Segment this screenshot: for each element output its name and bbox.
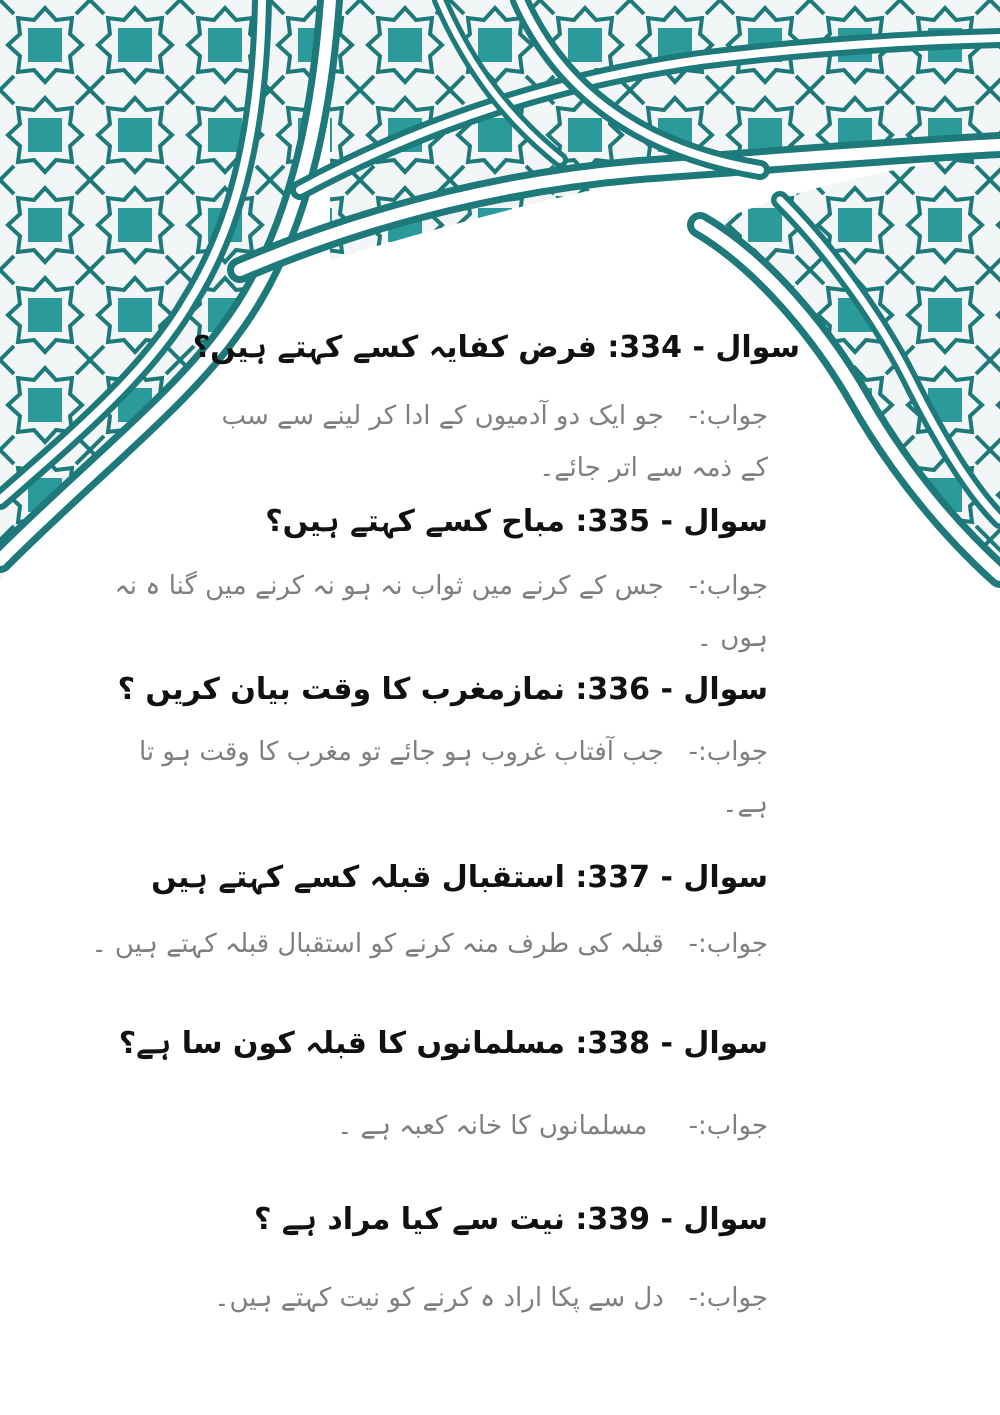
answer — [88, 1272, 768, 1324]
question-text: : نمازمغرب کا وقت بیان کریں ؟ — [117, 672, 588, 707]
question-text: : مباح کسے کہتے ہیں؟ — [265, 504, 588, 539]
answer-text: دل سے پکا اراد ہ کرنے کو نیت کہتے ہیں۔ — [214, 1283, 664, 1313]
question-text: : استقبال قبلہ کسے کہتے ہیں — [151, 860, 588, 895]
question-prefix: سوال - — [660, 1026, 768, 1061]
question — [168, 500, 768, 544]
question — [68, 668, 768, 712]
question-number: 339 — [587, 1202, 651, 1237]
qa-item-336 — [68, 668, 768, 712]
answer-334 — [188, 390, 768, 494]
answer-335 — [68, 560, 768, 664]
qa-item-334 — [192, 326, 800, 370]
question — [192, 326, 800, 370]
question-number: 335 — [587, 504, 651, 539]
answer-text: مسلمانوں کا خانہ کعبہ ہے ۔ — [337, 1111, 648, 1141]
answer — [188, 390, 768, 494]
qa-item-338 — [68, 1022, 768, 1066]
answer-337 — [88, 918, 768, 970]
question-number: 336 — [587, 672, 651, 707]
answer — [68, 560, 768, 664]
answer-label: جواب:- — [688, 737, 768, 767]
answer — [88, 1100, 768, 1152]
question — [68, 856, 768, 900]
question-prefix: سوال - — [660, 504, 768, 539]
answer-label: جواب:- — [688, 401, 768, 431]
question-prefix: سوال - — [692, 330, 800, 365]
qa-item-335 — [168, 500, 768, 544]
answer-label: جواب:- — [688, 1283, 768, 1313]
question-text: : نیت سے کیا مراد ہے ؟ — [253, 1202, 588, 1237]
question — [68, 1198, 768, 1242]
answer — [88, 726, 768, 830]
answer-text: جب آفتاب غروب ہو جائے تو مغرب کا وقت ہو تا ہے۔ — [138, 737, 768, 819]
question-number: 338 — [587, 1026, 651, 1061]
question-number: 337 — [587, 860, 651, 895]
question-prefix: سوال - — [660, 672, 768, 707]
qa-item-339 — [68, 1198, 768, 1242]
answer-text: قبلہ کی طرف منہ کرنے کو استقبال قبلہ کہتے ہیں ۔ — [91, 929, 664, 959]
answer-text: جس کے کرنے میں ثواب نہ ہو نہ کرنے میں گنا ہ نہ ہوں ۔ — [114, 571, 768, 653]
answer-338 — [88, 1100, 768, 1152]
answer — [88, 918, 768, 970]
answer-339 — [88, 1272, 768, 1324]
question-text: : فرض کفایہ کسے کہتے ہیں؟ — [192, 330, 620, 365]
answer-text: جو ایک دو آدمیوں کے ادا کر لینے سے سب کے ذمہ سے اتر جائے۔ — [221, 401, 768, 483]
question-number: 334 — [619, 330, 683, 365]
question-prefix: سوال - — [660, 1202, 768, 1237]
answer-label: جواب:- — [688, 1111, 768, 1141]
question — [68, 1022, 768, 1066]
question-text: : مسلمانوں کا قبلہ کون سا ہے؟ — [118, 1026, 588, 1061]
question-prefix: سوال - — [660, 860, 768, 895]
answer-336 — [88, 726, 768, 830]
answer-label: جواب:- — [688, 929, 768, 959]
qa-item-337 — [68, 856, 768, 900]
answer-label: جواب:- — [688, 571, 768, 601]
